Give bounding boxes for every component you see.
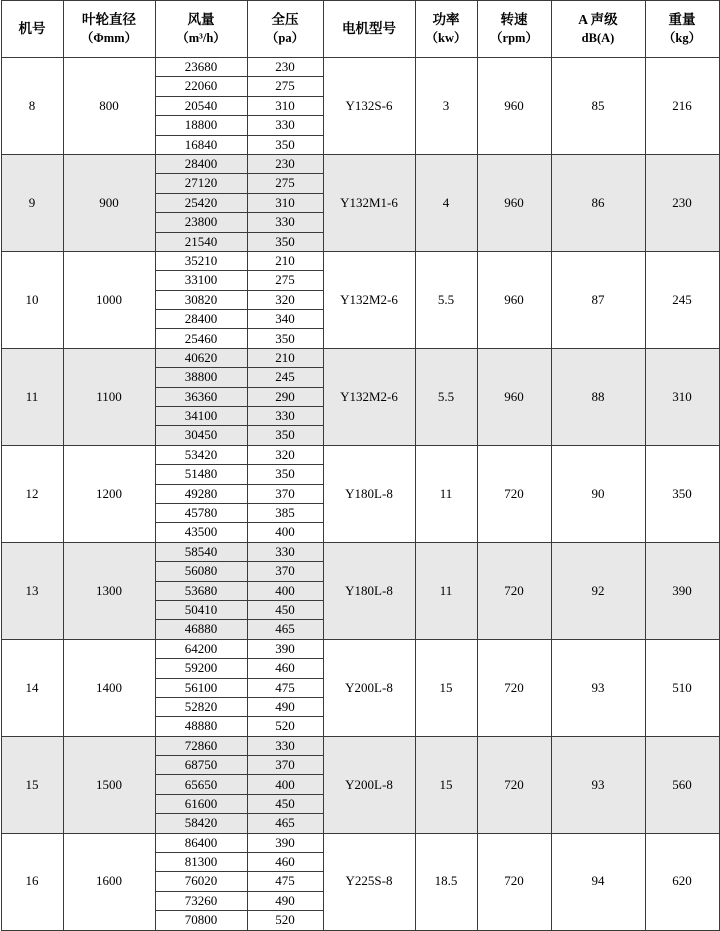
cell-total-pressure: 390 xyxy=(247,639,323,658)
cell-impeller-diameter: 1200 xyxy=(63,445,155,542)
cell-impeller-diameter: 1600 xyxy=(63,833,155,930)
cell-air-volume: 81300 xyxy=(155,853,247,872)
cell-total-pressure: 230 xyxy=(247,154,323,173)
cell-motor-model: Y132M2-6 xyxy=(323,251,415,348)
cell-rotation-speed: 960 xyxy=(477,251,551,348)
table-row xyxy=(1,542,719,561)
cell-impeller-diameter: 1300 xyxy=(63,542,155,639)
cell-total-pressure: 465 xyxy=(247,620,323,639)
cell-total-pressure: 350 xyxy=(247,135,323,154)
column-header-label: 功率 xyxy=(432,11,460,27)
column-header-label: 重量 xyxy=(668,11,696,27)
cell-air-volume: 73260 xyxy=(155,891,247,910)
cell-total-pressure: 450 xyxy=(247,600,323,619)
cell-a-sound-level: 93 xyxy=(551,736,645,833)
cell-fan-no: 10 xyxy=(1,251,63,348)
cell-air-volume: 18800 xyxy=(155,116,247,135)
cell-total-pressure: 400 xyxy=(247,775,323,794)
table-row xyxy=(1,348,719,367)
cell-weight: 510 xyxy=(645,639,719,736)
cell-total-pressure: 450 xyxy=(247,794,323,813)
cell-total-pressure: 310 xyxy=(247,96,323,115)
cell-air-volume: 53680 xyxy=(155,581,247,600)
cell-motor-model: Y225S-8 xyxy=(323,833,415,930)
cell-total-pressure: 350 xyxy=(247,465,323,484)
cell-a-sound-level: 90 xyxy=(551,445,645,542)
cell-air-volume: 48880 xyxy=(155,717,247,736)
column-header-power xyxy=(415,1,477,58)
cell-total-pressure: 475 xyxy=(247,678,323,697)
table-row xyxy=(1,251,719,270)
cell-total-pressure: 330 xyxy=(247,542,323,561)
cell-total-pressure: 350 xyxy=(247,426,323,445)
column-header-label: 转速 xyxy=(500,11,528,27)
cell-power: 3 xyxy=(415,58,477,155)
cell-total-pressure: 330 xyxy=(247,736,323,755)
cell-total-pressure: 490 xyxy=(247,697,323,716)
cell-weight: 620 xyxy=(645,833,719,930)
cell-total-pressure: 460 xyxy=(247,659,323,678)
cell-air-volume: 52820 xyxy=(155,697,247,716)
cell-air-volume: 23800 xyxy=(155,213,247,232)
cell-total-pressure: 370 xyxy=(247,756,323,775)
table-body xyxy=(1,58,719,931)
cell-air-volume: 64200 xyxy=(155,639,247,658)
cell-weight: 245 xyxy=(645,251,719,348)
cell-fan-no: 9 xyxy=(1,154,63,251)
column-header-label: A 声级 xyxy=(578,11,618,27)
column-header-weight xyxy=(645,1,719,58)
cell-air-volume: 27120 xyxy=(155,174,247,193)
cell-total-pressure: 330 xyxy=(247,407,323,426)
cell-a-sound-level: 93 xyxy=(551,639,645,736)
cell-motor-model: Y200L-8 xyxy=(323,639,415,736)
cell-a-sound-level: 86 xyxy=(551,154,645,251)
cell-fan-no: 11 xyxy=(1,348,63,445)
cell-air-volume: 28400 xyxy=(155,310,247,329)
cell-motor-model: Y132M2-6 xyxy=(323,348,415,445)
cell-air-volume: 30450 xyxy=(155,426,247,445)
column-header-air-volume xyxy=(155,1,247,58)
cell-fan-no: 15 xyxy=(1,736,63,833)
cell-total-pressure: 290 xyxy=(247,387,323,406)
cell-air-volume: 21540 xyxy=(155,232,247,251)
column-header-label: 电机型号 xyxy=(342,20,396,36)
cell-air-volume: 22060 xyxy=(155,77,247,96)
column-header-unit: （kw） xyxy=(425,30,467,45)
cell-air-volume: 30820 xyxy=(155,290,247,309)
cell-power: 5.5 xyxy=(415,251,477,348)
table-row xyxy=(1,639,719,658)
cell-a-sound-level: 94 xyxy=(551,833,645,930)
cell-air-volume: 23680 xyxy=(155,58,247,77)
cell-air-volume: 38800 xyxy=(155,368,247,387)
cell-a-sound-level: 92 xyxy=(551,542,645,639)
column-header-label: 叶轮直径 xyxy=(82,11,136,27)
cell-fan-no: 8 xyxy=(1,58,63,155)
cell-total-pressure: 520 xyxy=(247,717,323,736)
cell-air-volume: 43500 xyxy=(155,523,247,542)
cell-air-volume: 58420 xyxy=(155,814,247,833)
column-header-label: 全压 xyxy=(271,11,299,27)
cell-total-pressure: 245 xyxy=(247,368,323,387)
cell-total-pressure: 370 xyxy=(247,562,323,581)
cell-total-pressure: 490 xyxy=(247,891,323,910)
column-header-label: 机号 xyxy=(18,20,46,36)
fan-specification-table xyxy=(1,0,720,931)
cell-motor-model: Y132S-6 xyxy=(323,58,415,155)
cell-air-volume: 35210 xyxy=(155,251,247,270)
cell-power: 11 xyxy=(415,542,477,639)
cell-total-pressure: 520 xyxy=(247,911,323,930)
cell-impeller-diameter: 800 xyxy=(63,58,155,155)
cell-motor-model: Y200L-8 xyxy=(323,736,415,833)
cell-air-volume: 28400 xyxy=(155,154,247,173)
cell-fan-no: 16 xyxy=(1,833,63,930)
cell-total-pressure: 475 xyxy=(247,872,323,891)
cell-impeller-diameter: 900 xyxy=(63,154,155,251)
cell-air-volume: 53420 xyxy=(155,445,247,464)
cell-total-pressure: 350 xyxy=(247,329,323,348)
cell-motor-model: Y180L-8 xyxy=(323,445,415,542)
table-row xyxy=(1,445,719,464)
table-row xyxy=(1,58,719,77)
table-header xyxy=(1,1,719,58)
cell-air-volume: 49280 xyxy=(155,484,247,503)
cell-motor-model: Y132M1-6 xyxy=(323,154,415,251)
cell-weight: 350 xyxy=(645,445,719,542)
column-header-fan-no xyxy=(1,1,63,58)
cell-total-pressure: 350 xyxy=(247,232,323,251)
cell-power: 15 xyxy=(415,639,477,736)
column-header-a-sound-level xyxy=(551,1,645,58)
cell-rotation-speed: 720 xyxy=(477,445,551,542)
cell-total-pressure: 460 xyxy=(247,853,323,872)
cell-total-pressure: 320 xyxy=(247,290,323,309)
cell-power: 5.5 xyxy=(415,348,477,445)
cell-total-pressure: 400 xyxy=(247,581,323,600)
cell-fan-no: 12 xyxy=(1,445,63,542)
cell-air-volume: 76020 xyxy=(155,872,247,891)
cell-air-volume: 45780 xyxy=(155,503,247,522)
cell-weight: 216 xyxy=(645,58,719,155)
cell-total-pressure: 320 xyxy=(247,445,323,464)
cell-a-sound-level: 87 xyxy=(551,251,645,348)
table-row xyxy=(1,736,719,755)
column-header-unit: （kg） xyxy=(662,30,702,45)
cell-air-volume: 46880 xyxy=(155,620,247,639)
cell-fan-no: 14 xyxy=(1,639,63,736)
cell-a-sound-level: 88 xyxy=(551,348,645,445)
cell-weight: 310 xyxy=(645,348,719,445)
cell-power: 15 xyxy=(415,736,477,833)
cell-air-volume: 65650 xyxy=(155,775,247,794)
cell-weight: 230 xyxy=(645,154,719,251)
cell-total-pressure: 330 xyxy=(247,116,323,135)
cell-rotation-speed: 960 xyxy=(477,154,551,251)
cell-rotation-speed: 720 xyxy=(477,542,551,639)
cell-weight: 390 xyxy=(645,542,719,639)
table-header-row xyxy=(1,1,719,58)
column-header-unit: dB(A) xyxy=(581,30,615,45)
cell-total-pressure: 370 xyxy=(247,484,323,503)
column-header-unit: （pa） xyxy=(265,30,305,45)
cell-rotation-speed: 720 xyxy=(477,736,551,833)
cell-total-pressure: 230 xyxy=(247,58,323,77)
cell-a-sound-level: 85 xyxy=(551,58,645,155)
cell-total-pressure: 310 xyxy=(247,193,323,212)
cell-air-volume: 61600 xyxy=(155,794,247,813)
cell-power: 11 xyxy=(415,445,477,542)
cell-total-pressure: 330 xyxy=(247,213,323,232)
cell-air-volume: 25460 xyxy=(155,329,247,348)
cell-air-volume: 33100 xyxy=(155,271,247,290)
cell-air-volume: 40620 xyxy=(155,348,247,367)
column-header-label: 风量 xyxy=(187,11,215,27)
cell-power: 18.5 xyxy=(415,833,477,930)
cell-weight: 560 xyxy=(645,736,719,833)
cell-air-volume: 36360 xyxy=(155,387,247,406)
table-row xyxy=(1,154,719,173)
cell-air-volume: 86400 xyxy=(155,833,247,852)
cell-impeller-diameter: 1000 xyxy=(63,251,155,348)
cell-rotation-speed: 960 xyxy=(477,58,551,155)
cell-total-pressure: 465 xyxy=(247,814,323,833)
cell-fan-no: 13 xyxy=(1,542,63,639)
cell-power: 4 xyxy=(415,154,477,251)
table-row xyxy=(1,833,719,852)
cell-rotation-speed: 720 xyxy=(477,833,551,930)
cell-total-pressure: 275 xyxy=(247,271,323,290)
column-header-rotation-speed xyxy=(477,1,551,58)
cell-impeller-diameter: 1100 xyxy=(63,348,155,445)
cell-air-volume: 56080 xyxy=(155,562,247,581)
cell-air-volume: 59200 xyxy=(155,659,247,678)
cell-air-volume: 20540 xyxy=(155,96,247,115)
cell-air-volume: 70800 xyxy=(155,911,247,930)
cell-total-pressure: 400 xyxy=(247,523,323,542)
column-header-total-pressure xyxy=(247,1,323,58)
cell-air-volume: 51480 xyxy=(155,465,247,484)
cell-impeller-diameter: 1500 xyxy=(63,736,155,833)
cell-rotation-speed: 720 xyxy=(477,639,551,736)
cell-total-pressure: 275 xyxy=(247,77,323,96)
column-header-impeller-diameter xyxy=(63,1,155,58)
cell-total-pressure: 385 xyxy=(247,503,323,522)
cell-air-volume: 50410 xyxy=(155,600,247,619)
cell-total-pressure: 390 xyxy=(247,833,323,852)
cell-air-volume: 58540 xyxy=(155,542,247,561)
cell-air-volume: 34100 xyxy=(155,407,247,426)
cell-air-volume: 68750 xyxy=(155,756,247,775)
cell-motor-model: Y180L-8 xyxy=(323,542,415,639)
column-header-unit: （m³/h） xyxy=(176,30,226,45)
cell-air-volume: 25420 xyxy=(155,193,247,212)
column-header-motor-model xyxy=(323,1,415,58)
cell-total-pressure: 210 xyxy=(247,251,323,270)
cell-total-pressure: 340 xyxy=(247,310,323,329)
cell-air-volume: 16840 xyxy=(155,135,247,154)
column-header-unit: （Φmm） xyxy=(80,30,138,45)
cell-total-pressure: 275 xyxy=(247,174,323,193)
cell-impeller-diameter: 1400 xyxy=(63,639,155,736)
cell-air-volume: 56100 xyxy=(155,678,247,697)
cell-air-volume: 72860 xyxy=(155,736,247,755)
column-header-unit: （rpm） xyxy=(490,30,538,45)
cell-rotation-speed: 960 xyxy=(477,348,551,445)
cell-total-pressure: 210 xyxy=(247,348,323,367)
